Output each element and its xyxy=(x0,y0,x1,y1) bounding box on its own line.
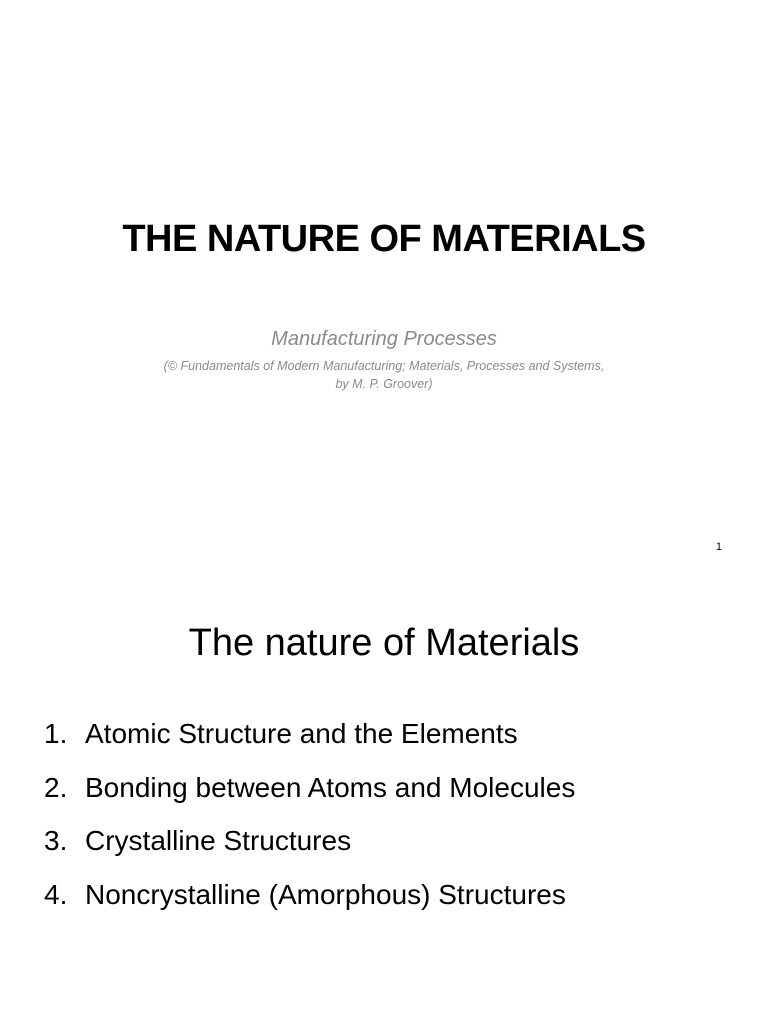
list-item-number: 2. xyxy=(44,771,68,803)
contents-slide xyxy=(0,576,768,1024)
slide-title: The nature of Materials xyxy=(188,622,580,664)
list-item-text: Bonding between Atoms and Molecules xyxy=(85,771,576,803)
list-item xyxy=(44,821,575,875)
slide-title: THE NATURE OF MATERIALS xyxy=(122,218,646,260)
list-item xyxy=(44,875,575,929)
list-item-text: Atomic Structure and the Elements xyxy=(85,718,518,749)
list-item xyxy=(44,714,575,768)
page-number: 1 xyxy=(715,541,722,553)
list-item-number: 1. xyxy=(44,718,68,749)
list-item-text: Noncrystalline (Amorphous) Structures xyxy=(85,878,566,910)
list-item xyxy=(44,768,575,822)
list-item-number: 4. xyxy=(44,878,68,910)
source-credit xyxy=(134,357,634,393)
source-credit-line: (© Fundamentals of Modern Manufacturing; Materials, Processes and Systems, xyxy=(163,359,605,373)
source-credit-line: by M. P. Groover) xyxy=(335,377,433,391)
list-item-text: Crystalline Structures xyxy=(85,825,352,856)
slide-subtitle: Manufacturing Processes xyxy=(271,328,497,350)
list-item-number: 3. xyxy=(44,825,68,856)
topic-list xyxy=(44,714,575,928)
